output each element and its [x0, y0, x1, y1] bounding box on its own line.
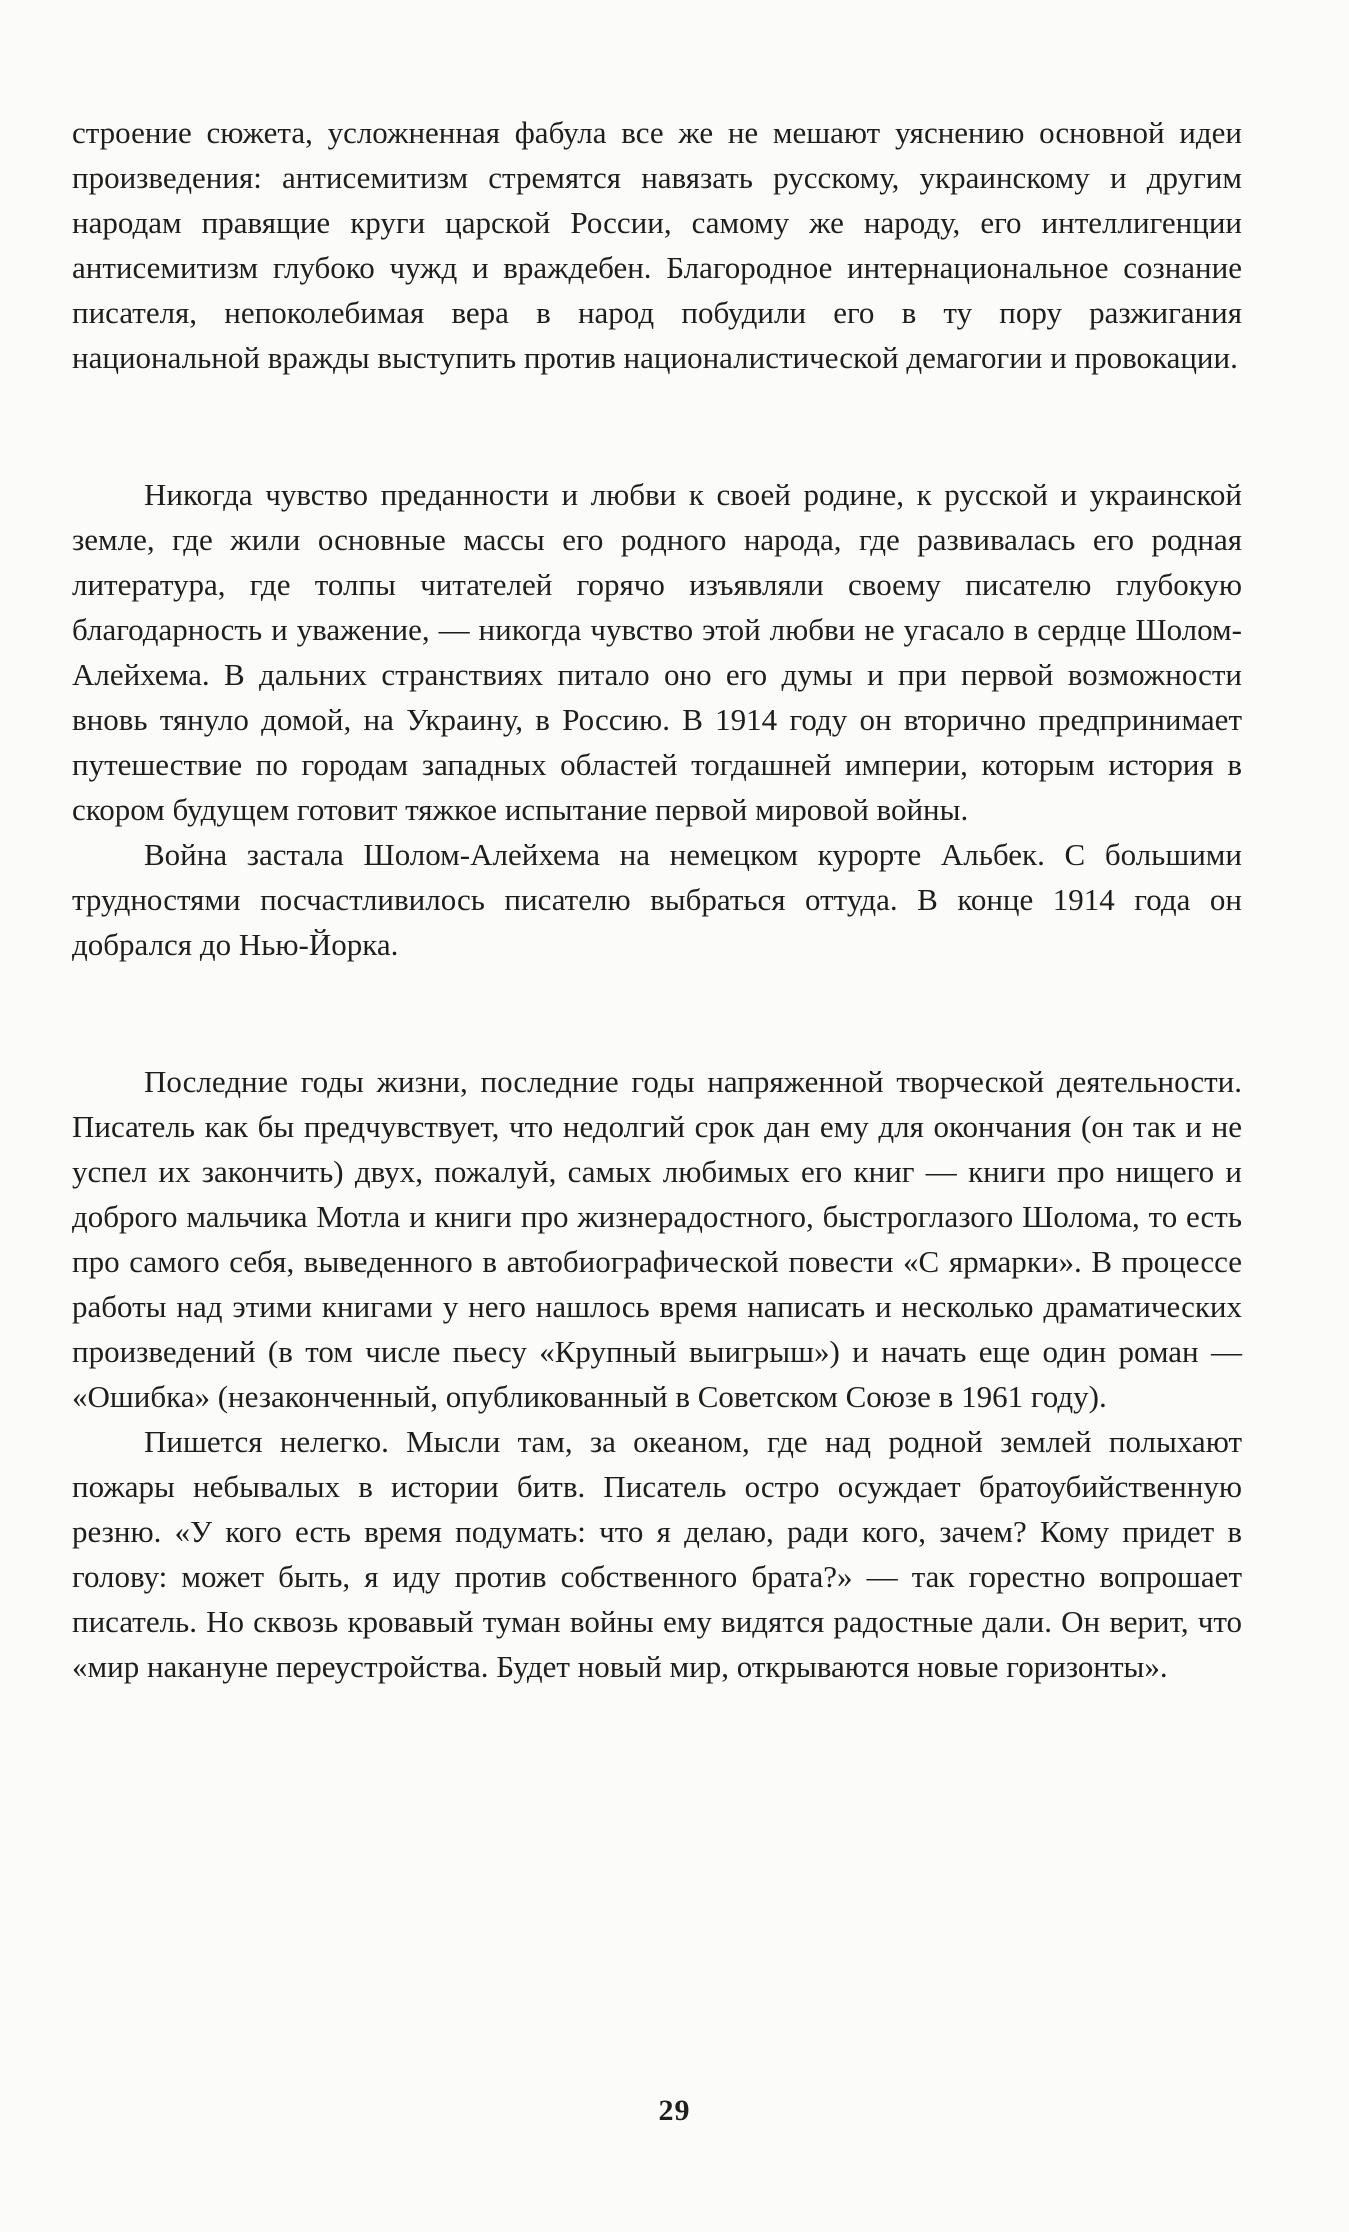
page-number: 29 [658, 2094, 691, 2127]
paragraph: Пишется нелегко. Мысли там, за океаном, где над родной землей полыхают пожары небывалых в истории битв. Писатель остро осуждает братоубийственную резню. «У кого есть время подумать: что я делаю, ради кого, зачем? Кому придет в голову: может быть, я иду против собственного брата?» — так горестно вопрошает писатель. Но сквозь кровавый туман войны ему видятся радостные дали. Он верит, что «мир накануне переустройства. Будет новый мир, открываются новые горизонты». [72, 1424, 1242, 1684]
section-gap [72, 967, 1242, 1059]
paragraph: Никогда чувство преданности и любви к своей родине, к русской и украинской земле, где жили основные массы его родного народа, где развивалась его родная литература, где толпы читателей горячо изъявляли своему писателю глубокую благодарность и уважение, — никогда чувство этой любви не угасало в сердце Шолом-Алейхема. В дальних странствиях питало оно его думы и при первой возможности вновь тянуло домой, на Украину, в Россию. В 1914 году он вторично предпринимает путешествие по городам западных областей тогдашней империи, которым история в скором будущем готовит тяжкое испытание первой мировой войны. [72, 477, 1242, 827]
paragraph: Последние годы жизни, последние годы напряженной творческой деятельности. Писатель как бы предчувствует, что недолгий срок дан ему для окончания (он так и не успел их закончить) двух, пожалуй, самых любимых его книг — книги про нищего и доброго мальчика Мотла и книги про жизнерадостного, быстроглазого Шолома, то есть про самого себя, выведенного в автобиографической повести «С ярмарки». В процессе работы над этими книгами у него нашлось время написать и несколько драматических произведений (в том числе пьесу «Крупный выигрыш») и начать еще один роман — «Ошибка» (незаконченный, опубликованный в Советском Союзе в 1961 году). [72, 1064, 1242, 1414]
section-gap [72, 380, 1242, 472]
paragraph: Война застала Шолом-Алейхема на немецком курорте Альбек. С большими трудностями посчастливилось писателю выбраться оттуда. В конце 1914 года он добрался до Нью-Йорка. [72, 837, 1242, 962]
paragraph-continuation: строение сюжета, усложненная фабула все же не мешают уяснению основной идеи произведения: антисемитизм стремятся навязать русскому, украинскому и другим народам правящие круги царской России, самому же народу, его интеллигенции антисемитизм глубоко чужд и враждебен. Благородное интернациональное сознание писателя, непоколебимая вера в народ побудили его в ту пору разжигания национальной вражды выступить против националистической демагогии и провокации. [72, 115, 1242, 375]
page-body [72, 110, 1242, 1689]
